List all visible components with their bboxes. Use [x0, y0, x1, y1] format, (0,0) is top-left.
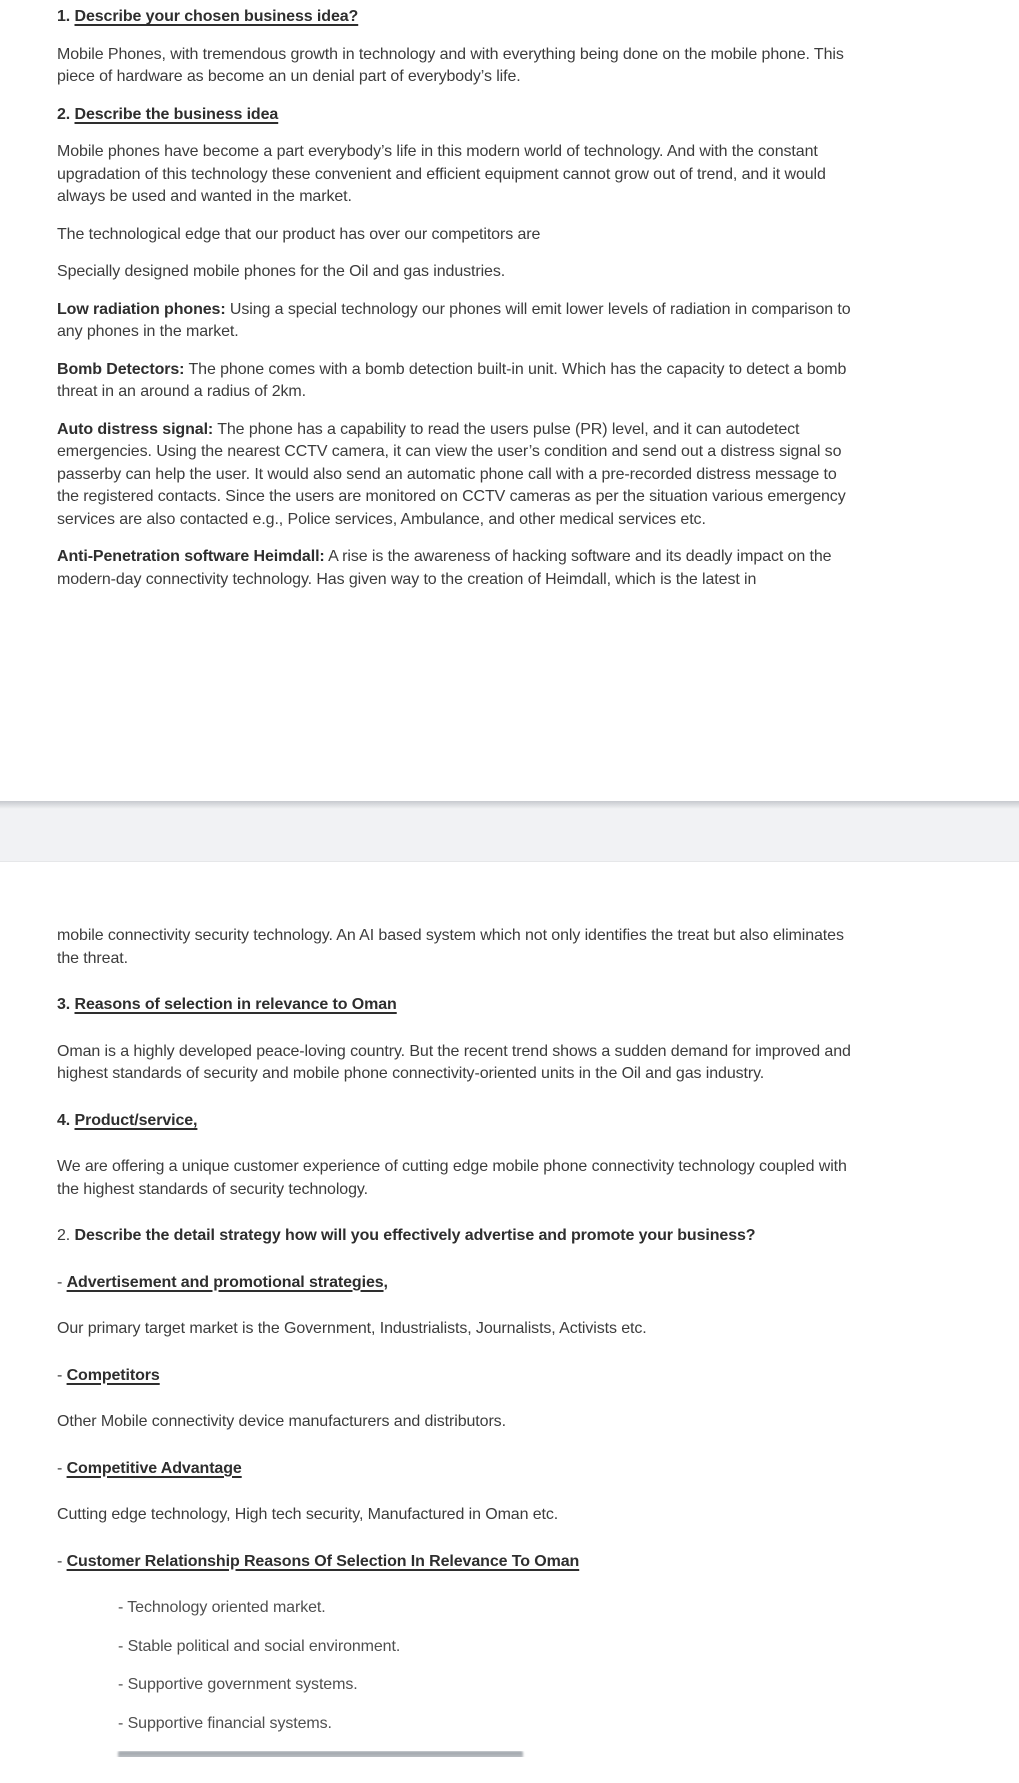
sub-list-item-technology-market: - Technology oriented market. [118, 1599, 326, 1616]
heading-text: Describe the business idea [74, 105, 279, 123]
feature-auto-distress-signal [57, 419, 859, 532]
feature-label: Low radiation phones: [57, 300, 226, 318]
heading-number: 2. [57, 1227, 75, 1244]
heading-text: Competitive Advantage [66, 1459, 242, 1477]
heading-competitors [57, 1365, 859, 1388]
heading-number: 1. [57, 8, 75, 25]
para-modern-world: Mobile phones have become a part everybody’s life in this modern world of technology. And with the constant upgradation of this technology these convenient and efficient equipment cannot grow out of trend, and it would always be used and wanted in the market. [57, 143, 826, 205]
feature-bomb-detectors [57, 359, 859, 404]
sub-list-item-stable-environment: - Stable political and social environment. [118, 1637, 401, 1655]
heading-number: 3. [57, 996, 75, 1013]
heading-customer-relationship [57, 1551, 859, 1574]
heading-text: Customer Relationship Reasons Of Selection In Relevance To Oman [66, 1552, 580, 1570]
feature-label: Bomb Detectors: [57, 360, 185, 378]
heading-text: Competitors [66, 1366, 160, 1384]
heading-number: 2. [57, 105, 75, 123]
heading-advertisement-strategies [57, 1272, 859, 1295]
feature-text: A rise is the awareness of hacking software and its deadly impact on the modern-day connectivity technology. Has given way to the creation of Heimdall, which is the latest in [57, 548, 832, 588]
heading-business-idea-question [57, 6, 859, 29]
para-technological-edge: The technological edge that our product has over our competitors are [57, 225, 541, 243]
heading-number: 4. [57, 1111, 75, 1129]
dash-prefix: - [57, 1366, 67, 1384]
heading-text: Product/service, [74, 1111, 198, 1129]
para-specially-designed: Specially designed mobile phones for the Oil and gas industries. [57, 263, 506, 280]
sub-list-item-financial-systems: - Supportive financial systems. [118, 1714, 332, 1732]
sub-list-item-government-systems: - Supportive government systems. [118, 1676, 358, 1693]
para-mobile-phones-intro: Mobile Phones, with tremendous growth in technology and with everything being done on the mobile phone. This piece of hardware as become an un denial part of everybody’s life. [57, 45, 844, 85]
page-1 [0, 0, 1019, 801]
heading-text: Advertisement and promotional strategies [66, 1273, 384, 1291]
page-2 [0, 862, 1019, 1783]
heading-advertise-promote-question [57, 1225, 859, 1248]
heading-describe-business-idea [57, 104, 859, 127]
dash-prefix: - [57, 1552, 67, 1570]
feature-label: Anti-Penetration software Heimdall: [57, 548, 325, 565]
para-cutting-edge: Cutting edge technology, High tech security, Manufactured in Oman etc. [57, 1506, 559, 1523]
heading-text: Reasons of selection in relevance to Oman [74, 996, 397, 1013]
feature-text: The phone comes with a bomb detection built-in unit. Which has the capacity to detect a bomb threat in an around a radius of 2km. [57, 360, 847, 400]
heading-reasons-oman [57, 994, 859, 1017]
cutoff-text-glyph-tops [118, 1751, 523, 1757]
feature-text: The phone has a capability to read the users pulse (PR) level, and it can autodetect emergencies. Using the nearest CCTV camera, it can view the user’s condition and send out a distress signal so passerby can help the user. It would also send an automatic phone call with a pre-recorded distress message to the registered contacts. Since the users are monitored on CCTV cameras as per the situation various emergency services are also contacted e.g., Police services, Ambulance, and other medical services etc. [57, 420, 846, 528]
feature-anti-penetration-heimdall [57, 546, 859, 591]
heading-text: Describe your chosen business idea? [74, 8, 359, 25]
feature-low-radiation [57, 299, 859, 344]
dash-prefix: - [57, 1459, 67, 1477]
feature-label: Auto distress signal: [57, 420, 214, 438]
para-other-manufacturers: Other Mobile connectivity device manufacturers and distributors. [57, 1413, 506, 1430]
cutoff-text-line [57, 1751, 859, 1757]
para-offering: We are offering a unique customer experience of cutting edge mobile phone connectivity technology coupled with the highest standards of security technology. [57, 1158, 847, 1198]
dash-prefix: - [57, 1273, 67, 1291]
para-oman-country: Oman is a highly developed peace-loving country. But the recent trend shows a sudden demand for improved and highest standards of security and mobile phone connectivity-oriented units in the Oil and gas industry. [57, 1042, 851, 1082]
heading-competitive-advantage [57, 1458, 859, 1481]
para-target-market: Our primary target market is the Government, Industrialists, Journalists, Activists etc. [57, 1320, 647, 1337]
heading-text: Describe the detail strategy how will you effectively advertise and promote your business? [74, 1227, 756, 1244]
trailing-comma: , [383, 1273, 388, 1291]
para-heimdall-continuation: mobile connectivity security technology. An AI based system which not only identifies the treat but also eliminates the threat. [57, 927, 844, 967]
page-break-gap [0, 801, 1019, 862]
feature-text: Using a special technology our phones will emit lower levels of radiation in comparison to any phones in the market. [57, 300, 851, 340]
heading-product-service [57, 1110, 859, 1133]
